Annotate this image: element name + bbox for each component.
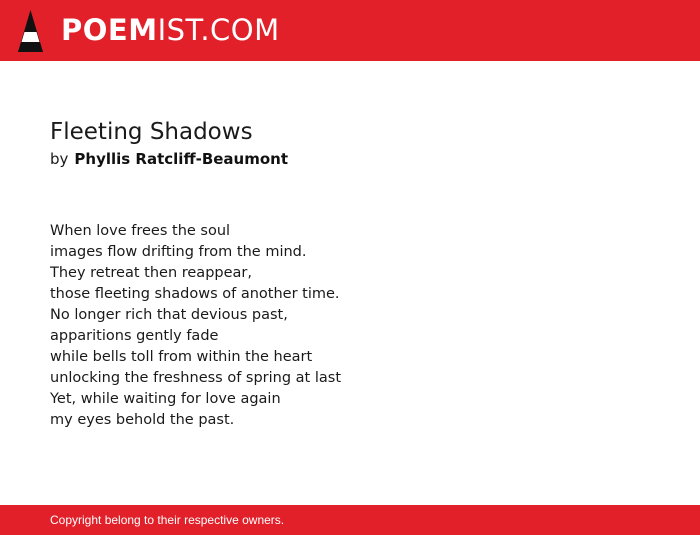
site-footer [0,505,700,535]
poem-body [50,221,650,431]
poem-line: while bells toll from within the heart [50,349,313,365]
poem-line: When love frees the soul [50,223,231,239]
author-link[interactable]: Phyllis Ratcliff-Beaumont [74,150,289,168]
poem-line: They retreat then reappear, [50,265,252,281]
pencil-tip-icon [18,10,43,52]
poem-line: apparitions gently fade [50,328,219,344]
poem-content [50,117,650,431]
poem-line: my eyes behold the past. [50,412,235,428]
site-header [0,0,700,61]
by-label: by [50,150,69,168]
logo-light-text: IST.COM [157,13,280,47]
poem-line: No longer rich that devious past, [50,307,288,323]
logo-bold-text: POEM [61,13,158,47]
copyright-text: Copyright belong to their respective owners. [50,513,285,527]
byline [50,149,650,169]
poem-line: unlocking the freshness of spring at last [50,370,341,386]
poem-line: images flow drifting from the mind. [50,244,307,260]
poem-line: those fleeting shadows of another time. [50,286,340,302]
site-logo-link[interactable] [0,0,280,61]
poem-title: Fleeting Shadows [50,119,253,145]
poem-line: Yet, while waiting for love again [50,391,281,407]
site-logo-text [61,13,280,47]
